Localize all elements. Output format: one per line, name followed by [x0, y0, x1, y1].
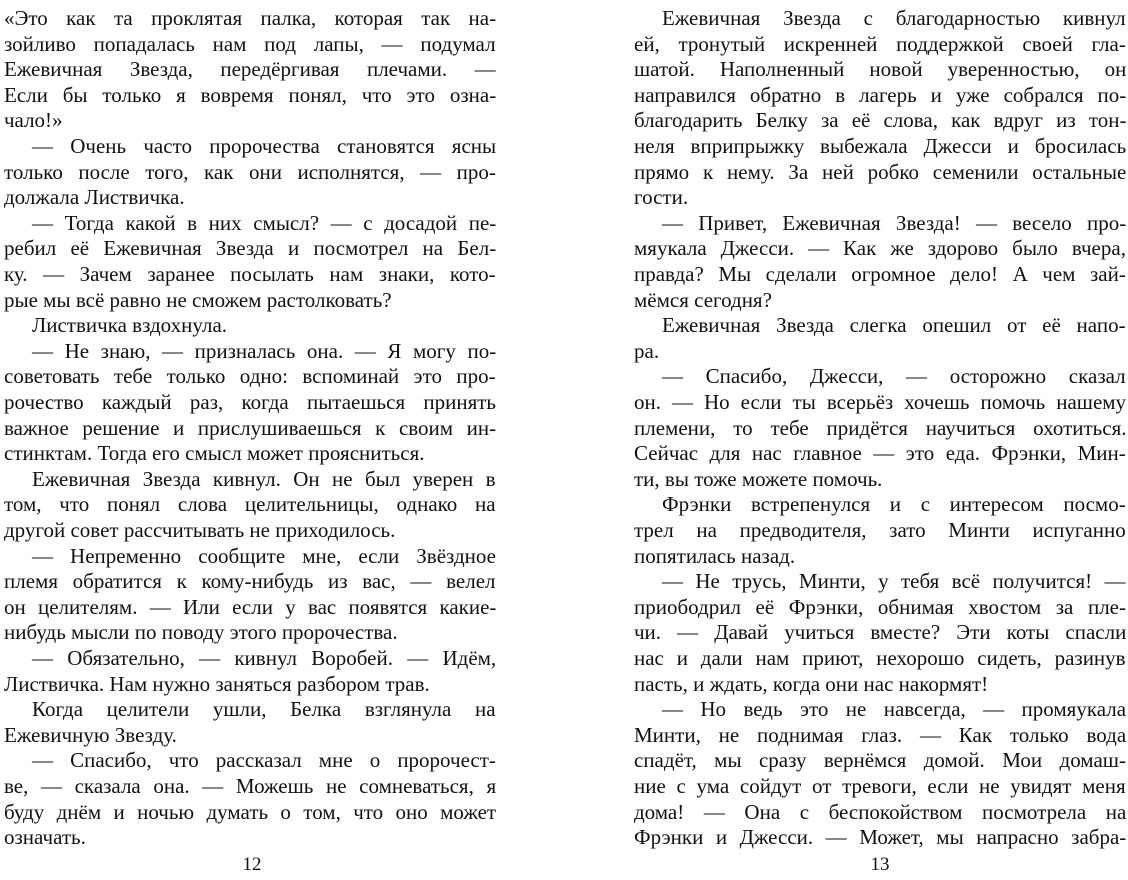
text-line: Ежевичная Звезда кивнул. Он не был уверен в: [32, 466, 496, 491]
text-line: — Не знаю, — призналась она. — Я могу по-: [32, 338, 497, 363]
text-line: должала Листвичка.: [4, 185, 185, 210]
text-line: — Но ведь это не навсегда, — промяукала: [662, 697, 1127, 722]
text-line: попятилась назад.: [634, 543, 796, 568]
text-line: он. — Но если ты всерьёз хочешь помочь нашему: [634, 390, 1127, 414]
text-line: рые мы всё равно не сможем растолковать?: [4, 287, 392, 312]
text-line: только после того, как они исполнятся, — про-: [4, 159, 496, 184]
text-line: спадёт, мы сразу вернёмся домой. Мои домаш-: [634, 748, 1126, 773]
text-line: «Это как та проклятая палка, которая так на-: [4, 6, 497, 30]
text-line: ве, — сказала она. — Можешь не сомневаться, я: [4, 774, 497, 798]
text-line: мёмся сегодня?: [634, 287, 772, 312]
text-line: правда? Мы сделали огромное дело! А чем зай-: [634, 262, 1126, 286]
text-line: Ежевичную Звезду.: [4, 722, 177, 747]
text-line: трел на предводителя, зато Минти испуганно: [634, 518, 1126, 542]
text-line: ей, тронутый искренней поддержкой своей гла-: [634, 31, 1126, 56]
text-line: Если бы только я вовремя понял, что это озна-: [4, 82, 497, 107]
text-line: Сейчас для нас главное — это еда. Фрэнки, Мин-: [634, 441, 1126, 466]
text-line: ра.: [634, 338, 660, 363]
text-line: Ежевичная Звезда слегка опешил от её напо-: [662, 313, 1126, 338]
text-line: ние с ума сойдут от тревоги, если не увидят меня: [634, 774, 1126, 798]
text-line: — Обязательно, — кивнул Воробей. — Идём,: [32, 646, 497, 670]
text-line: неля вприпрыжку выбежала Джесси и бросилась: [634, 134, 1127, 158]
text-line: ти, вы тоже можете помочь.: [634, 466, 883, 491]
text-line: шатой. Наполненный новой уверенностью, он: [634, 57, 1127, 82]
text-line: — Привет, Ежевичная Звезда! — весело про-: [662, 210, 1127, 235]
text-line: Листвичка вздохнула.: [32, 313, 228, 338]
text-line: ребил её Ежевичная Звезда и посмотрел на Бел-: [4, 236, 497, 261]
text-line: ку. — Зачем заранее посылать нам знаки, кото-: [4, 262, 496, 286]
text-line: — Очень часто пророчества становятся ясны: [32, 134, 497, 158]
text-line: мяукала Джесси. — Как же здорово было вчера,: [634, 236, 1126, 261]
text-line: стинктам. Тогда его смысл может проясниться.: [4, 441, 425, 466]
text-line: — Тогда какой в них смысл? — с досадой пе-: [32, 210, 497, 235]
text-line: Фрэнки и Джесси. — Может, мы напрасно забра-: [634, 825, 1127, 850]
text-line: направился обратно в лагерь и уже собрался по-: [634, 82, 1127, 107]
text-line: Когда целители ушли, Белка взглянула на: [32, 697, 496, 722]
text-line: другой совет рассчитывать не приходилось.: [4, 518, 396, 542]
text-line: — Не трусь, Минти, у тебя всё получится! —: [662, 569, 1126, 594]
text-line: — Спасибо, что рассказал мне о пророчест-: [32, 748, 496, 773]
text-line: означать.: [4, 825, 86, 850]
text-line: Минти, не поднимая глаз. — Как только вода: [634, 722, 1127, 747]
page-number: 13: [870, 854, 890, 875]
text-line: зойливо попадалась нам под лапы, — подумал: [4, 31, 496, 56]
text-line: важное решение и прислушиваешься к своим ин-: [4, 415, 497, 440]
text-line: прямо к нему. За ней робко семенили остальные: [634, 159, 1127, 184]
text-line: племени, то тебе придётся научиться охотиться.: [634, 415, 1127, 440]
text-line: пасть, и ждать, когда они нас накормят!: [634, 671, 989, 696]
text-line: — Спасибо, Джесси, — осторожно сказал: [662, 364, 1126, 389]
text-line: племя обратится к кому-нибудь из вас, — велел: [4, 569, 496, 594]
text-line: Фрэнки встрепенулся и с интересом посмо-: [662, 492, 1126, 517]
text-line: чало!»: [4, 108, 63, 133]
text-line: Ежевичная Звезда с благодарностью кивнул: [662, 6, 1126, 30]
text-line: Ежевичная Звезда, передёргивая плечами. —: [4, 57, 496, 82]
text-line: том, что понял слова целительницы, однако на: [4, 492, 496, 517]
text-line: — Непременно сообщите мне, если Звёздное: [32, 543, 496, 568]
text-line: приободрил её Фрэнки, обнимая хвостом за пле-: [634, 594, 1126, 619]
text-line: гости.: [634, 185, 689, 210]
text-line: чи. — Давай учиться вместе? Эти коты спасли: [634, 620, 1127, 645]
text-line: дома! — Она с беспокойством посмотрела на: [634, 799, 1127, 824]
text-line: Листвичка. Нам нужно заняться разбором трав.: [4, 671, 430, 696]
page-number: 12: [242, 854, 262, 875]
text-line: рочество каждый раз, когда пытаешься принять: [4, 390, 496, 414]
text-line: советовать тебе только одно: вспоминай это про-: [4, 364, 496, 389]
text-line: благодарить Белку за её слова, как вдруг из тон-: [634, 108, 1127, 133]
text-line: буду днём и ночью думать о том, что оно может: [4, 799, 497, 824]
text-line: нас и дали нам приют, нехорошо сидеть, разинув: [634, 646, 1126, 670]
text-line: нибудь мысли по поводу этого пророчества.: [4, 620, 398, 645]
text-line: он целителям. — Или если у вас появятся какие-: [4, 594, 497, 619]
